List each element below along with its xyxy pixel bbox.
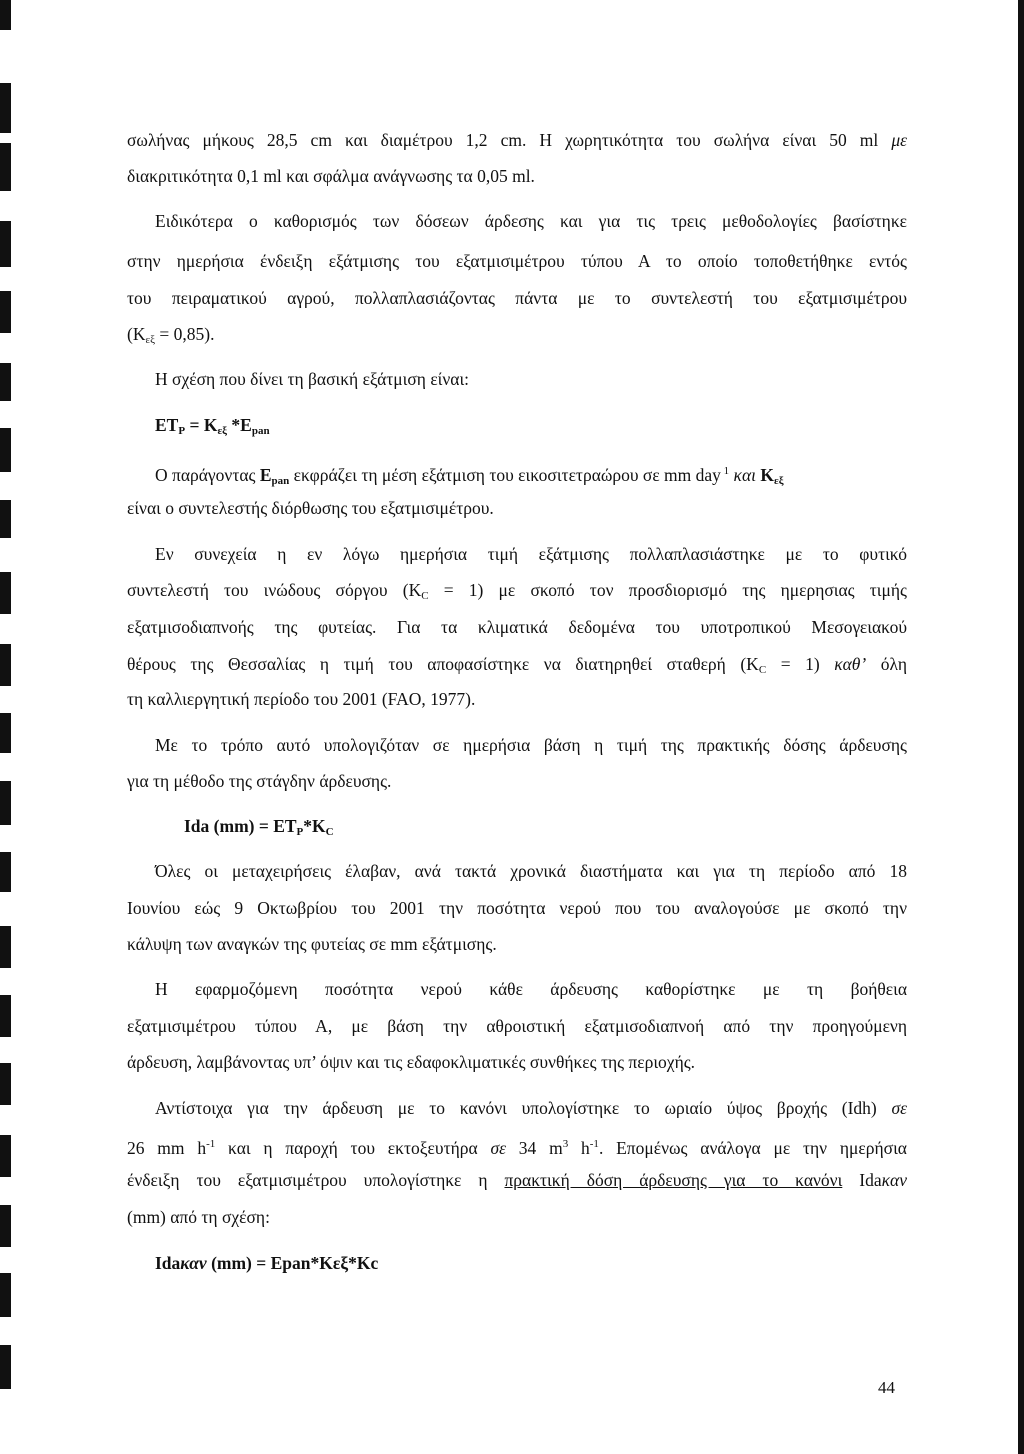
text-line: θέρους της Θεσσαλίας η τιμή του αποφασίστηκε να διατηρηθεί σταθερή $(K_C = 1)$ καθ’ όλη bbox=[127, 654, 907, 676]
formula-ida: Ida $(mm) = ET_P*K_C$ bbox=[184, 816, 334, 838]
binding-mark bbox=[0, 428, 11, 472]
text-line: ένδειξη του εξατμισιμέτρου υπολογίστηκε η πρακτική δόση άρδευσης για το κανόνι Idaκαν bbox=[127, 1170, 907, 1190]
text-line: Ο παράγοντας $E_{pan}$ εκφράζει τη μέση εξάτμιση του εικοσιτετραώρου σε mm day $^1$ και $K_{\varepsilon\xi}$ bbox=[155, 465, 784, 487]
binding-mark bbox=[0, 1345, 11, 1389]
binding-mark bbox=[0, 1063, 11, 1105]
formula-etp: $ET_P = K_{\varepsilon\xi}$ $*E_{pan}$ bbox=[155, 415, 270, 437]
text-line: συντελεστή του ινώδους σόργου $(K_C = 1)$ με σκοπό τον προσδιορισμό της ημερησιας τιμής bbox=[127, 580, 907, 602]
text-line: για τη μέθοδο της στάγδην άρδευσης. bbox=[127, 771, 392, 791]
text-line: είναι ο συντελεστής διόρθωσης του εξατμισιμέτρου. bbox=[127, 498, 494, 518]
text-line: τη καλλιεργητική περίοδο του 2001 (FAO, 1977). bbox=[127, 689, 476, 709]
binding-mark bbox=[0, 500, 11, 538]
binding-mark bbox=[0, 221, 11, 267]
scan-edge bbox=[1018, 0, 1024, 1454]
text-line: του πειραματικού αγρού, πολλαπλασιάζοντας πάντα με το συντελεστή του εξατμισιμέτρου bbox=[127, 288, 907, 308]
text-line: διακριτικότητα 0,1 ml και σφάλμα ανάγνωσης τα 0,05 ml. bbox=[127, 166, 535, 186]
binding-mark bbox=[0, 995, 11, 1037]
page-number: 44 bbox=[878, 1378, 895, 1397]
text-line: Με το τρόπο αυτό υπολογιζόταν σε ημερήσια βάση η τιμή της πρακτικής δόσης άρδευσης bbox=[155, 735, 907, 755]
binding-mark bbox=[0, 781, 11, 825]
text-line: άρδευση, λαμβάνοντας υπ’ όψιν και τις εδαφοκλιματικές συνθήκες της περιοχής. bbox=[127, 1052, 696, 1072]
binding-mark bbox=[0, 852, 11, 892]
text-line: Η εφαρμοζόμενη ποσότητα νερού κάθε άρδευσης καθορίστηκε με τη βοήθεια bbox=[155, 979, 907, 999]
binding-mark bbox=[0, 926, 11, 968]
binding-mark bbox=[0, 83, 11, 133]
binding-mark bbox=[0, 1273, 11, 1317]
text-line: Η σχέση που δίνει τη βασική εξάτμιση είναι: bbox=[155, 369, 470, 389]
formula-idakan: Idaκαν (mm) = Epan*Kεξ*Kc bbox=[155, 1253, 379, 1273]
binding-mark bbox=[0, 572, 11, 614]
text-line: εξατμισιμέτρου τύπου Α, με βάση την αθροιστική εξατμισοδιαπνοή από την προηγούμενη bbox=[127, 1016, 907, 1036]
text-line: σωλήνας μήκους 28,5 cm και διαμέτρου 1,2 cm. Η χωρητικότητα του σωλήνα είναι 50 ml με bbox=[127, 130, 907, 150]
binding-mark bbox=[0, 1205, 11, 1247]
binding-mark bbox=[0, 363, 11, 401]
text-line: Εν συνεχεία η εν λόγω ημερήσια τιμή εξάτμισης πολλαπλασιάστηκε με το φυτικό bbox=[155, 544, 907, 564]
text-line: εξατμισοδιαπνοής της φυτείας. Για τα κλιματικά δεδομένα του υποτροπικού Μεσογειακού bbox=[127, 617, 907, 637]
text-line: Αντίστοιχα για την άρδευση με το κανόνι υπολογίστηκε το ωριαίο ύψος βροχής (Idh) σε bbox=[155, 1098, 907, 1118]
binding-mark bbox=[0, 291, 11, 333]
text-line: κάλυψη των αναγκών της φυτείας σε mm εξάτμισης. bbox=[127, 934, 497, 954]
text-line: Ειδικότερα ο καθορισμός των δόσεων άρδεσης και για τις τρεις μεθοδολογίες βασίστηκε bbox=[155, 211, 907, 231]
binding-mark bbox=[0, 644, 11, 686]
text-line: Όλες οι μεταχειρήσεις έλαβαν, ανά τακτά χρονικά διαστήματα και για τη περίοδο από 18 bbox=[155, 861, 907, 881]
binding-mark bbox=[0, 713, 11, 753]
text-line: Ιουνίου εώς 9 Οκτωβρίου του 2001 την ποσότητα νερού που του αναλογούσε με σκοπό την bbox=[127, 898, 907, 918]
text-line: $(K_{\varepsilon\xi} = 0,85)$. bbox=[127, 324, 215, 346]
text-line: στην ημερήσια ένδειξη εξάτμισης του εξατμισιμέτρου τύπου Α το οποίο τοποθετήθηκε εντός bbox=[127, 251, 907, 271]
binding-mark bbox=[0, 143, 11, 191]
binding-mark bbox=[0, 0, 11, 30]
binding-mark bbox=[0, 1135, 11, 1177]
text-line: (mm) από τη σχέση: bbox=[127, 1207, 270, 1227]
text-line: 26 mm $h^{-1}$ και η παροχή του εκτοξευτήρα σε 34 $m^3$ $h^{-1}$. Επομένως ανάλογα με την ημερήσια bbox=[127, 1138, 907, 1158]
